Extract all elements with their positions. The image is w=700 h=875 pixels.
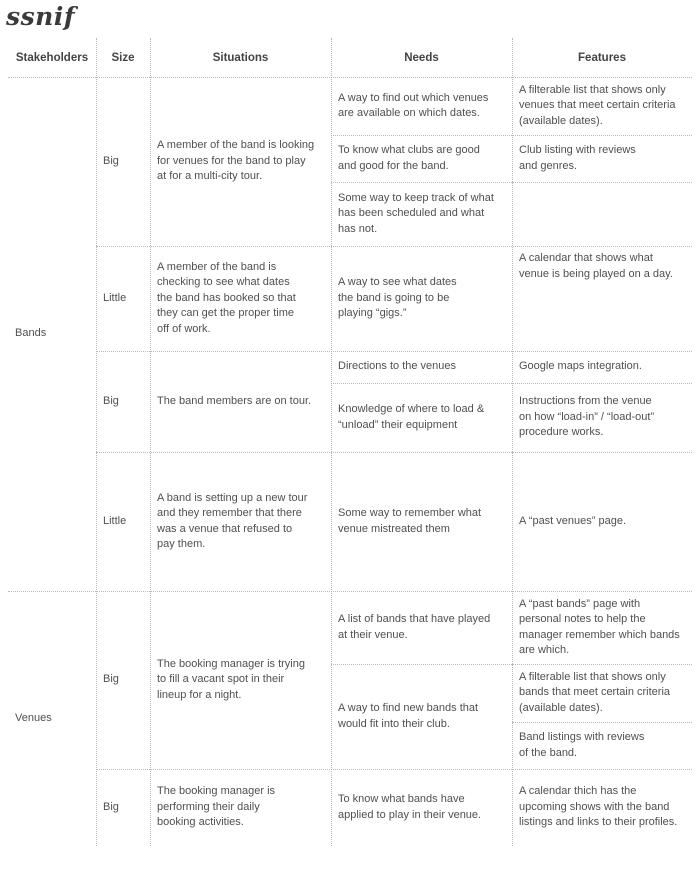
stakeholder-bands: Bands: [15, 327, 47, 340]
column-divider: [150, 38, 151, 846]
column-divider: [512, 38, 513, 846]
ssnif-logo: ssnif: [6, 2, 76, 31]
need-cell: Knowledge of where to load & “unload” their equipment: [338, 403, 485, 431]
feature-cell: A “past bands” page with personal notes to help the manager remember which bands are which.: [519, 597, 680, 656]
feature-cell: Band listings with reviews of the band.: [519, 731, 645, 759]
situation-cell: A member of the band is checking to see what dates the band has booked so that they can get the proper time off of work.: [157, 260, 296, 335]
size-cell: Big: [103, 154, 119, 167]
feature-cell: Club listing with reviews and genres.: [519, 144, 636, 172]
situation-cell: A member of the band is looking for venues for the band to play at for a multi-city tour.: [157, 139, 315, 183]
column-divider: [331, 38, 332, 846]
need-cell: A way to see what dates the band is going to be playing “gigs.”: [338, 276, 457, 320]
need-cell: A list of bands that have played at their venue.: [338, 613, 491, 641]
need-cell: A way to find new bands that would fit into their club.: [338, 702, 479, 730]
size-cell: Big: [103, 673, 119, 686]
header-features: Features: [578, 52, 626, 64]
feature-cell: A calendar that shows what venue is being played on a day.: [519, 252, 673, 280]
need-cell: Some way to keep track of what has been scheduled and what has not.: [338, 191, 494, 235]
stakeholder-venues: Venues: [15, 711, 52, 724]
size-cell: Big: [103, 394, 119, 407]
situation-cell: A band is setting up a new tour and they remember that there was a venue that refused to pay them.: [157, 491, 308, 550]
feature-cell: A “past venues” page.: [519, 514, 627, 527]
need-cell: A way to find out which venues are available on which dates.: [338, 91, 489, 119]
header-situations: Situations: [212, 52, 269, 64]
feature-cell: A calendar thich has the upcoming shows with the band listings and links to their profiles.: [519, 785, 678, 829]
size-cell: Little: [103, 514, 127, 527]
situation-cell: The booking manager is trying to fill a vacant spot in their lineup for a night.: [157, 657, 305, 701]
feature-cell: Instructions from the venue on how “load-in” / “load-out” procedure works.: [519, 395, 655, 439]
situation-cell: The band members are on tour.: [157, 394, 312, 407]
need-cell: Directions to the venues: [338, 360, 457, 373]
header-needs: Needs: [404, 52, 439, 64]
feature-cell: A filterable list that shows only venues that meet certain criteria (available dates).: [519, 83, 676, 127]
feature-cell: A filterable list that shows only bands that meet certain criteria (available dates).: [519, 670, 671, 714]
header-stakeholders: Stakeholders: [15, 52, 89, 64]
situation-cell: The booking manager is performing their daily booking activities.: [157, 785, 276, 829]
need-cell: Some way to remember what venue mistreated them: [338, 507, 482, 535]
size-cell: Big: [103, 800, 119, 813]
need-cell: To know what bands have applied to play in their venue.: [338, 793, 482, 821]
feature-cell: Google maps integration.: [519, 360, 642, 373]
need-cell: To know what clubs are good and good for the band.: [338, 144, 480, 172]
column-divider: [96, 38, 97, 846]
size-cell: Little: [103, 291, 127, 304]
header-size: Size: [111, 52, 135, 64]
